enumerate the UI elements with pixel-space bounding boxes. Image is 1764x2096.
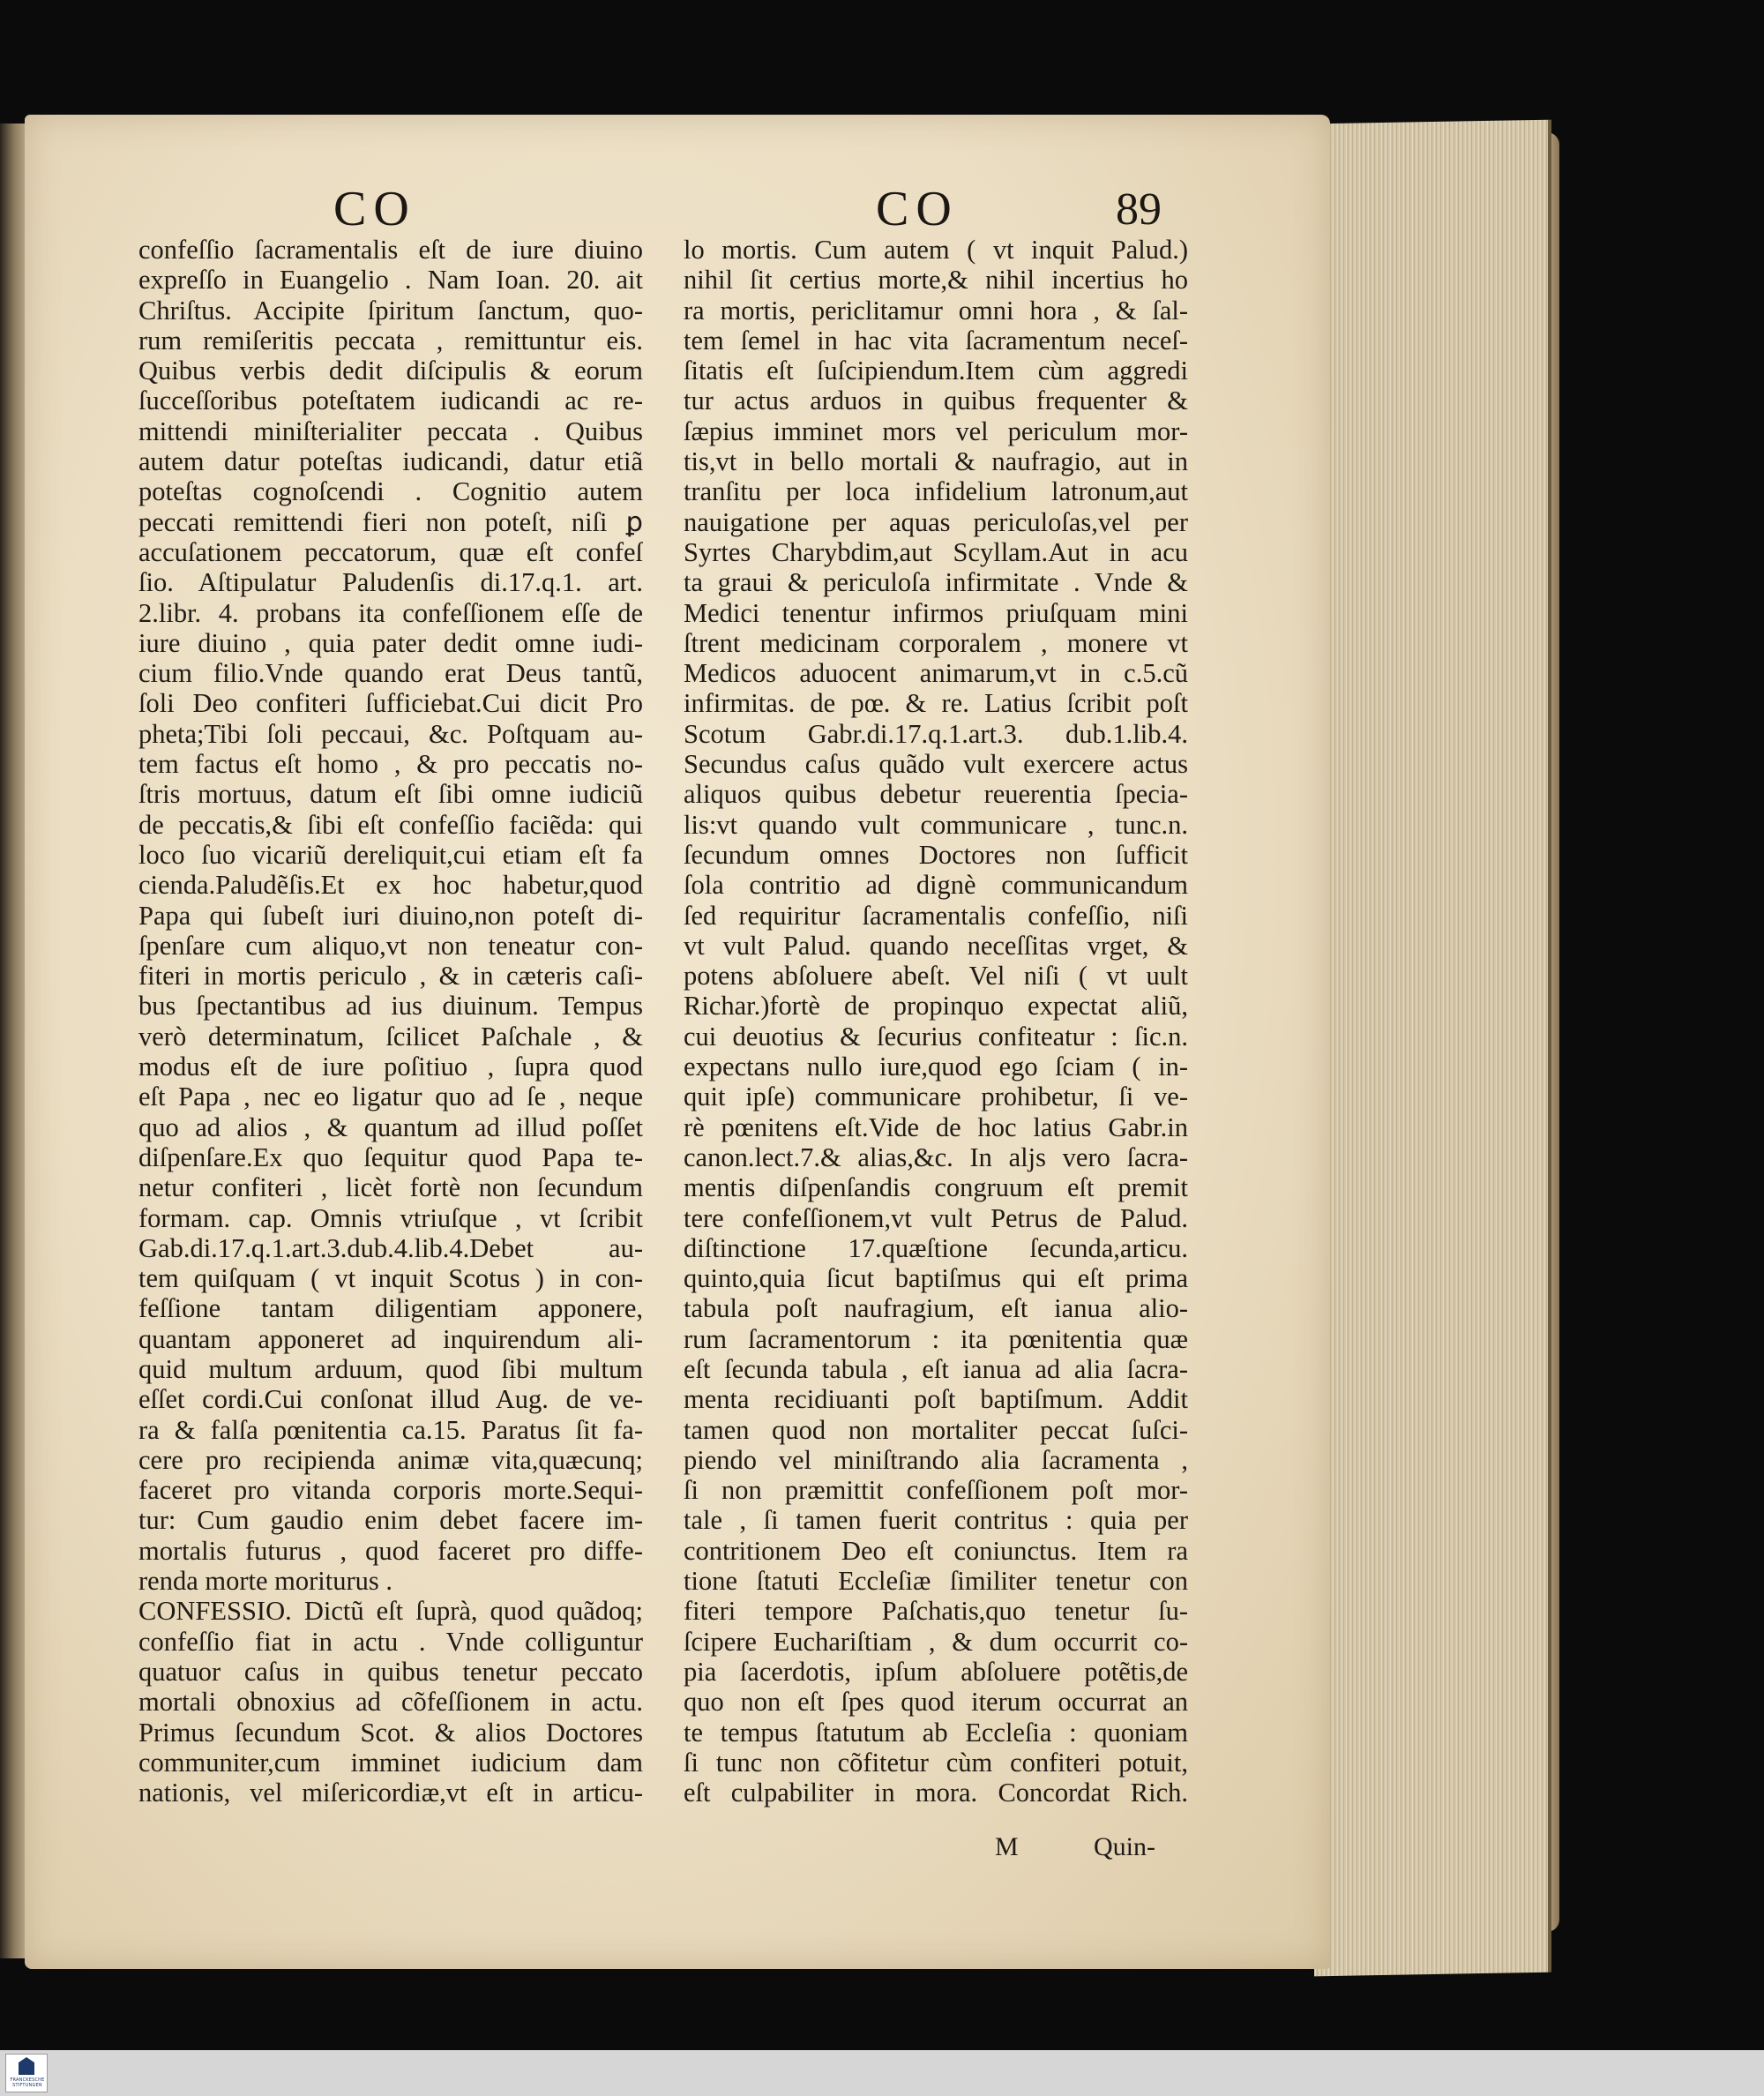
- text-line: ſoli Deo confiteri ſufficiebat.Cui dicit Pro: [138, 688, 643, 719]
- text-line: ſio. Aſtipulatur Paludenſis di.17.q.1. art.: [138, 567, 643, 598]
- text-column-right: [684, 235, 1188, 1808]
- text-line: quo ad alios , & quantum ad illud poſſet: [138, 1112, 643, 1142]
- text-line: eſt ſecunda tabula , eſt ianua ad alia ſacra-: [684, 1353, 1188, 1384]
- text-line: tur actus arduos in quibus frequenter &: [684, 386, 1188, 416]
- text-line: pia ſacerdotis, ipſum abſoluere potẽtis,de: [684, 1656, 1188, 1687]
- text-line: mittendi miniſterialiter peccata . Quibus: [138, 415, 643, 446]
- text-line: tranſitu per loca infidelium latronum,aut: [684, 476, 1188, 507]
- library-logo-text: FRANCKESCHE STIFTUNGEN: [10, 2077, 45, 2088]
- text-line: formam. cap. Omnis vtriuſque , vt ſcribit: [138, 1202, 643, 1233]
- text-line: netur confiteri , licèt fortè non ſecundum: [138, 1172, 643, 1203]
- text-line: menta recidiuanti poſt baptiſmum. Addit: [684, 1384, 1188, 1415]
- text-line: tur: Cum gaudio enim debet facere im-: [138, 1505, 643, 1536]
- text-line: verò determinatum, ſcilicet Paſchale , &: [138, 1021, 643, 1052]
- catchword: Quin-: [1094, 1832, 1155, 1861]
- text-line: nihil ſit certius morte,& nihil incertius ho: [684, 265, 1188, 296]
- text-line: eſſet cordi.Cui conſonat illud Aug. de ve-: [138, 1384, 643, 1415]
- text-line: Quibus verbis dedit diſcipulis & eorum: [138, 356, 643, 386]
- text-line: ſed requiritur ſacramentalis confeſſio, niſi: [684, 900, 1188, 931]
- text-line: cienda.Paludẽſis.Et ex hoc habetur,quod: [138, 870, 643, 901]
- text-line: canon.lect.7.& alias,&c. In aljs vero ſacra-: [684, 1142, 1188, 1172]
- text-line: mortali obnoxius ad cõfeſſionem in actu.: [138, 1687, 643, 1718]
- text-line: ſæpius imminet mors vel periculum mor-: [684, 415, 1188, 446]
- text-line: Primus ſecundum Scot. & alios Doctores: [138, 1717, 643, 1748]
- text-line: tabula poſt naufragium, eſt ianua alio-: [684, 1293, 1188, 1324]
- text-line: ſi tunc non cõfitetur cùm confiteri potuit,: [684, 1747, 1188, 1778]
- text-line: eſt Papa , nec eo ligatur quo ad ſe , neque: [138, 1082, 643, 1112]
- library-logo-icon: [19, 2057, 34, 2075]
- text-line: ſucceſſoribus poteſtatem iudicandi ac re-: [138, 386, 643, 416]
- text-line: quinto,quia ſicut baptiſmus qui eſt prima: [684, 1263, 1188, 1294]
- text-line: quit ipſe) communicare prohibetur, ſi ve-: [684, 1082, 1188, 1112]
- text-line: Medicos aduocent animarum,vt in c.5.cũ: [684, 658, 1188, 689]
- text-line: tis,vt in bello mortali & naufragio, aut in: [684, 446, 1188, 477]
- text-line: te tempus ſtatutum ab Eccleſia : quoniam: [684, 1717, 1188, 1748]
- text-line: nauigatione per aquas periculoſas,vel per: [684, 506, 1188, 537]
- text-line: tem factus eſt homo , & pro peccatis no-: [138, 749, 643, 780]
- text-line: accuſationem peccatorum, quæ eſt confeſ: [138, 536, 643, 567]
- text-line: de peccatis,& ſibi eſt confeſſio faciẽda: qui: [138, 809, 643, 840]
- text-line: Scotum Gabr.di.17.q.1.art.3. dub.1.lib.4.: [684, 718, 1188, 749]
- text-line: tamen quod non mortaliter peccat ſuſci-: [684, 1414, 1188, 1445]
- text-line: lis:vt quando vult communicare , tunc.n.: [684, 809, 1188, 840]
- text-line: nationis, vel miſericordiæ,vt eſt in articu-: [138, 1778, 643, 1808]
- text-line: ſecundum omnes Doctores non ſufficit: [684, 839, 1188, 870]
- text-line: fiteri tempore Paſchatis,quo tenetur ſu-: [684, 1596, 1188, 1627]
- text-line: Chriſtus. Accipite ſpiritum ſanctum, quo-: [138, 295, 643, 326]
- text-line: ſpenſare cum aliquo,vt non teneatur con-: [138, 930, 643, 961]
- text-line: rum remiſeritis peccata , remittuntur eis.: [138, 325, 643, 356]
- text-line: Richar.)fortè de propinquo expectat aliũ,: [684, 991, 1188, 1022]
- text-line: tale , ſi tamen fuerit contritus : quia per: [684, 1505, 1188, 1536]
- library-logo[interactable]: [5, 2054, 48, 2092]
- text-line: communiter,cum imminet iudicium dam: [138, 1747, 643, 1778]
- text-line: CONFESSIO. Dictũ eſt ſuprà, quod quãdoq;: [138, 1596, 643, 1627]
- text-line: mortalis futurus , quod faceret pro diffe-: [138, 1535, 643, 1566]
- text-line: aliquos quibus debetur reuerentia ſpecia-: [684, 779, 1188, 810]
- text-line: expreſſo in Euangelio . Nam Ioan. 20. ait: [138, 265, 643, 296]
- text-line: contritionem Deo eſt coniunctus. Item ra: [684, 1535, 1188, 1566]
- text-line: ra mortis, periclitamur omni hora , & ſal-: [684, 295, 1188, 326]
- text-line: eſt culpabiliter in mora. Concordat Rich.: [684, 1778, 1188, 1808]
- text-line: diſtinctione 17.quæſtione ſecunda,articu.: [684, 1232, 1188, 1263]
- text-line: peccati remittendi fieri non poteſt, niſi ꝑ: [138, 506, 643, 537]
- text-line: rum ſacramentorum : ita pœnitentia quæ: [684, 1323, 1188, 1354]
- text-line: renda morte moriturus .: [138, 1566, 392, 1597]
- text-column-left: [138, 235, 643, 1808]
- text-line: pheta;Tibi ſoli peccaui, &c. Poſtquam au-: [138, 718, 643, 749]
- text-line: Syrtes Charybdim,aut Scyllam.Aut in acu: [684, 536, 1188, 567]
- text-line: ſola contritio ad dignè communicandum: [684, 870, 1188, 901]
- text-line: ſitatis eſt ſuſcipiendum.Item cùm aggredi: [684, 356, 1188, 386]
- text-line: quo non eſt ſpes quod iterum occurrat an: [684, 1687, 1188, 1718]
- text-line: quantam apponeret ad inquirendum ali-: [138, 1323, 643, 1354]
- text-line: Papa qui ſubeſt iuri diuino,non poteſt di-: [138, 900, 643, 931]
- text-line: ſcipere Euchariſtiam , & dum occurrit co-: [684, 1626, 1188, 1657]
- text-line: piendo vel miniſtrando alia ſacramenta ,: [684, 1444, 1188, 1475]
- text-line: mentis diſpenſandis congruum eſt premit: [684, 1172, 1188, 1203]
- text-line: ra & falſa pœnitentia ca.15. Paratus ſit fa-: [138, 1414, 643, 1445]
- text-line: tem quiſquam ( vt inquit Scotus ) in con-: [138, 1263, 643, 1294]
- text-line: tere confeſſionem,vt vult Petrus de Palud.: [684, 1202, 1188, 1233]
- text-line: confeſſio ſacramentalis eſt de iure diuino: [138, 235, 643, 265]
- text-line: Medici tenentur infirmos priuſquam mini: [684, 597, 1188, 628]
- text-line: lo mortis. Cum autem ( vt inquit Palud.): [684, 235, 1188, 265]
- left-running-head: CO: [333, 182, 416, 236]
- text-line: quid multum arduum, quod ſibi multum: [138, 1353, 643, 1384]
- text-line: vt vult Palud. quando neceſſitas vrget, &: [684, 930, 1188, 961]
- page-number: 89: [1116, 184, 1162, 235]
- text-line: fiteri in mortis periculo , & in cæteris caſi-: [138, 961, 643, 992]
- text-line: potens abſoluere abeſt. Vel niſi ( vt uult: [684, 961, 1188, 992]
- text-line: tem ſemel in hac vita ſacramentum neceſ-: [684, 325, 1188, 356]
- text-line: iure diuino , quia pater dedit omne iudi-: [138, 627, 643, 658]
- text-line: ſtris mortuus, datum eſt ſibi omne iudiciũ: [138, 779, 643, 810]
- text-line: quatuor caſus in quibus tenetur peccato: [138, 1656, 643, 1687]
- text-line: diſpenſare.Ex quo ſequitur quod Papa te-: [138, 1142, 643, 1172]
- text-line: expectans nullo iure,quod ego ſciam ( in-: [684, 1052, 1188, 1082]
- text-line: Secundus caſus quãdo vult exercere actus: [684, 749, 1188, 780]
- text-line: infirmitas. de pœ. & re. Latius ſcribit poſt: [684, 688, 1188, 719]
- viewer-footer-bar: [0, 2050, 1764, 2096]
- text-line: bus ſpectantibus ad ius diuinum. Tempus: [138, 991, 643, 1022]
- text-line: cere pro recipienda animæ vita,quæcunq;: [138, 1444, 643, 1475]
- text-line: ſi non præmittit confeſſionem poſt mor-: [684, 1475, 1188, 1506]
- text-line: ſtrent medicinam corporalem , monere vt: [684, 627, 1188, 658]
- page-block-edge: [1314, 120, 1551, 1977]
- text-line: faceret pro vitanda corporis morte.Sequi-: [138, 1475, 643, 1506]
- text-line: 2.libr. 4. probans ita confeſſionem eſſe de: [138, 597, 643, 628]
- text-line: rè pœnitens eſt.Vide de hoc latius Gabr.in: [684, 1112, 1188, 1142]
- text-line: feſſione tantam diligentiam apponere,: [138, 1293, 643, 1324]
- text-line: cui deuotius & ſecurius confiteatur : ſic.n.: [684, 1021, 1188, 1052]
- text-line: Gab.di.17.q.1.art.3.dub.4.lib.4.Debet au-: [138, 1232, 643, 1263]
- signature-mark: M: [995, 1832, 1019, 1861]
- text-line: autem datur poteſtas iudicandi, datur etiã: [138, 446, 643, 477]
- text-line: confeſſio fiat in actu . Vnde colliguntur: [138, 1626, 643, 1657]
- text-line: loco ſuo vicariũ dereliquit,cui etiam eſt fa: [138, 839, 643, 870]
- text-line: tione ſtatuti Eccleſiæ ſimiliter tenetur con: [684, 1566, 1188, 1597]
- text-line: ta graui & periculoſa infirmitate . Vnde &: [684, 567, 1188, 598]
- text-line: poteſtas cognoſcendi . Cognitio autem: [138, 476, 643, 507]
- text-line: cium filio.Vnde quando erat Deus tantũ,: [138, 658, 643, 689]
- text-line: modus eſt de iure poſitiuo , ſupra quod: [138, 1052, 643, 1082]
- right-running-head: CO: [876, 182, 959, 236]
